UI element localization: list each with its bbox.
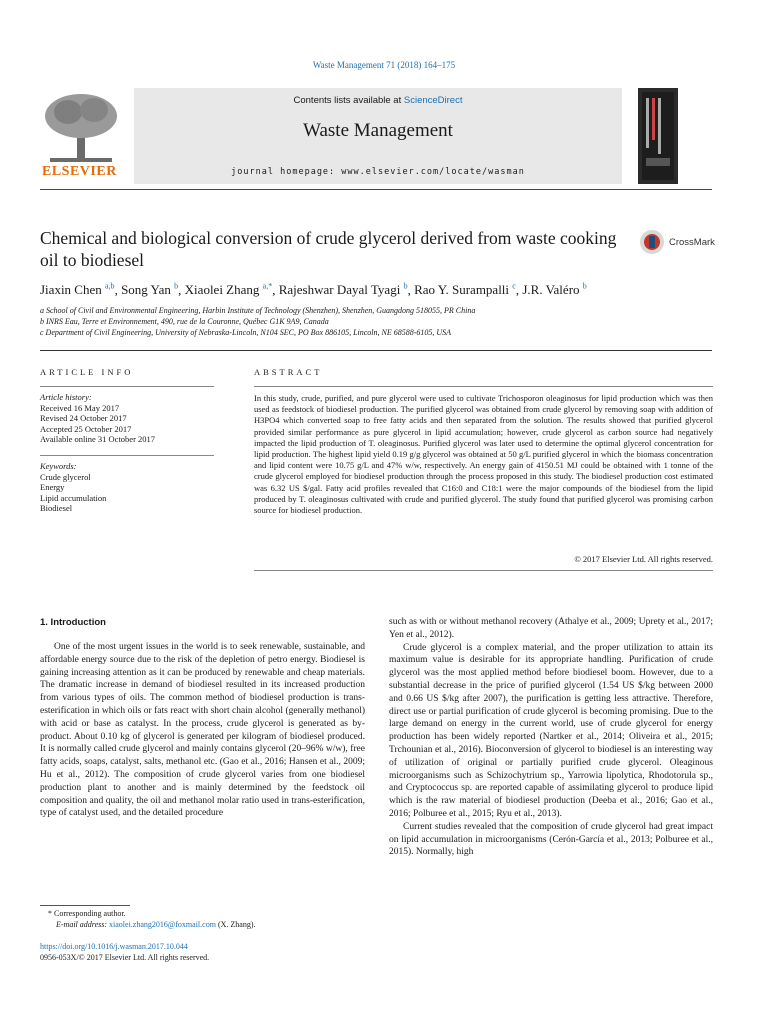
article-title: Chemical and biological conversion of crude glycerol derived from waste cooking oil to biodiesel — [40, 228, 617, 270]
article-info-heading: ARTICLE INFO — [40, 367, 134, 377]
abstract-text: In this study, crude, purified, and pure glycerol were used to cultivate Trichosporon oleaginosus for lipid production which was then used as feedstock of biodiesel production. The purified glycerol was obtained from crude glycerol by removing soap with addition of H3PO4 which converted soap to free fatty acids and then separated from the solution. The results showed that purified glycerol provided similar performance as pure glycerol in lipid accumulation; however, crude glycerol as carbon source had negatively impacted the lipid production of T. oleaginosus. Purified glycerol was later used to determine the optimal glycerol concentration for lipid production. The highest lipid yield 0.19 g/g glycerol was obtained at 50 g/L purified glycerol in which the biomass concentration and lipid content were 10.75 g/L and 47% w/w, respectively. An energy gain of 4150.51 MJ could be obtained with 1 tonne of the crude glycerol employed for biodiesel production through the process proposed in this study. The biodiesel production cost estimated was 6.32 US $/gal. Fatty acid profiles revealed that C16:0 and C18:1 were the major compounds of the biodiesel from the lipid produced by T. oleaginosus cultivated with crude and purified glycerol. The study found that purified glycerol was promising carbon source for biodiesel production. — [254, 393, 713, 516]
paragraph: such as with or without methanol recovery (Athalye et al., 2009; Uprety et al., 2017; Yen et al., 2012). — [389, 617, 713, 640]
affiliation: c Department of Civil Engineering, University of Nebraska-Lincoln, N104 SEC, PO Box 886105, Lincoln, NE 68588-6105, USA — [40, 328, 452, 337]
footnote-rule — [40, 905, 130, 906]
journal-homepage[interactable]: journal homepage: www.elsevier.com/locate/wasman — [231, 167, 525, 177]
keywords-label: Keywords: — [40, 461, 77, 471]
keywords — [40, 461, 215, 514]
footnotes — [40, 908, 255, 930]
doi-block — [40, 941, 209, 963]
left-column — [40, 641, 365, 820]
keyword: Lipid accumulation — [40, 492, 107, 503]
crossmark-label: CrossMark — [669, 236, 715, 248]
author[interactable]: J.R. Valéro $^b$ — [522, 282, 587, 298]
cover-icon — [638, 88, 678, 184]
right-column — [389, 616, 713, 859]
history-item: Available online 31 October 2017 — [40, 434, 156, 444]
abstract-heading: ABSTRACT — [254, 367, 323, 377]
journal-cover-thumbnail — [638, 88, 678, 184]
keyword: Energy — [40, 482, 65, 492]
paragraph: Crude glycerol is a complex material, and the proper utilization to attain its maximum value is desirable for its appropriate handling. Purification of crude glycerol was the most applied method before biodiesel boom. However, due to a substantial decrease in the price of purified glycerol (1.54 US $/kg between 2000 and 0.66 US $/kg after 2007), the purification is getting less attractive. Therefore, direct use or partial purification of crude glycerol is becoming promising. Due to the large demand on energy in the current world, use of crude glycerol for energy production has been widely reported (Nartker et al., 2014; Oliveira et al., 2015; Trchounian et al., 2016). Bioconversion of glycerol to biodiesel is an interesting way of utilization of original or partially purified crude glycerol. Oleaginous microorganisms such as Schizochytrium sp., Yarrowia lipolytica, Rhodotorula sp., and Cryptococcus sp. are reported capable of assimilating glycerol to produce lipid which is the raw material of biodiesel production (Deeba et al., 2016; Gao et al., 2016; Polburee et al., 2015; Ryu et al., 2013). — [389, 642, 713, 819]
journal-title: Waste Management — [303, 120, 453, 141]
history-item: Received 16 May 2017 — [40, 402, 120, 413]
contents-prefix: Contents lists available at — [293, 95, 404, 106]
sciencedirect-link[interactable]: ScienceDirect — [403, 95, 463, 106]
history-item: Accepted 25 October 2017 — [40, 423, 132, 434]
email-link[interactable]: xiaolei.zhang2016@foxmail.com — [109, 920, 216, 929]
divider — [40, 386, 214, 387]
issn-line: 0956-053X/© 2017 Elsevier Ltd. All rights reserved. — [40, 953, 210, 962]
paragraph: One of the most urgent issues in the world is to seek renewable, sustainable, and affordable energy source due to the risk of the depletion of petro energy. Biodiesel is gaining increasing attention as it can be produced by renewable and cheap materials. The dramatic increase in demand of biodiesel resulted in its increased production from various types of oils. The common method of biodiesel production is trans-esterification in which oils or fats react with short chain alcohol (generally methanol) with acid or base as catalyst. In the process, crude glycerol is generated as by-product. About 0.10 kg of glycerol is generated per kilogram of biodiesel produced. It is normally called crude glycerol and mainly contains glycerol (20–96% w/w), free fatty acids, soaps, catalyst, salts, methanol etc. (Gao et al., 2016; Hansen et al., 2009; Hu et al., 2012). The composition of crude glycerol varies from one biodiesel production plant to another and is mainly determined by the feedstock oil composition and quality, the oil and methanol molar ratio used in trans-esterification, type of catalyst used, and the detailed procedure — [40, 642, 365, 819]
corresponding-author-note: * Corresponding author. — [48, 909, 126, 918]
author[interactable]: Jiaxin Chen $^{a,b}$ — [40, 282, 115, 298]
email-note: E-mail address: xiaolei.zhang2016@foxmail.com (X. Zhang). — [56, 920, 256, 929]
history-item: Revised 24 October 2017 — [40, 413, 127, 423]
author[interactable]: Xiaolei Zhang $^{a,*}$ — [184, 282, 273, 298]
article-history — [40, 392, 215, 445]
affiliation: b INRS Eau, Terre et Environnement, 490, rue de la Couronne, Québec G1K 9A9, Canada — [40, 317, 329, 326]
keyword: Biodiesel — [40, 503, 73, 513]
paragraph: Current studies revealed that the composition of crude glycerol had great impact on lipid accumulation in microorganisms (Cerón-García et al., 2013; Polburee et al., 2015). Normally, high — [389, 821, 713, 858]
crossmark-button[interactable] — [639, 229, 715, 255]
divider — [40, 455, 214, 456]
history-label: Article history: — [40, 392, 92, 402]
section-heading: 1. Introduction — [40, 617, 106, 628]
publisher-logo-text: ELSEVIER — [42, 164, 117, 179]
affiliation: a School of Civil and Environmental Engineering, Harbin Institute of Technology (Shenzhen), Shenzhen, Guangdong 518055, PR China — [40, 306, 476, 315]
header-rule — [40, 189, 712, 190]
author[interactable]: Rajeshwar Dayal Tyagi $^b$ — [278, 282, 408, 298]
crossmark-icon — [639, 229, 665, 255]
keyword: Crude glycerol — [40, 471, 91, 482]
divider — [254, 386, 713, 387]
journal-reference[interactable]: Waste Management 71 (2018) 164–175 — [312, 60, 456, 70]
copyright-notice: © 2017 Elsevier Ltd. All rights reserved. — [574, 554, 713, 564]
tree-icon — [40, 92, 122, 164]
elsevier-logo — [40, 92, 122, 184]
divider — [254, 570, 713, 571]
author-list: Jiaxin Chen $^{a,b}$, Song Yan $^b$, Xiaolei Zhang $^{a,*}$, Rajeshwar Dayal Tyagi $^b$, Rao Y. Surampalli $^c$, J.R. Valéro $^b$ — [40, 282, 587, 298]
author[interactable]: Rao Y. Surampalli $^c$ — [414, 282, 516, 298]
contents-line — [134, 95, 622, 106]
section-rule — [40, 350, 712, 351]
author[interactable]: Song Yan $^b$ — [121, 282, 179, 298]
doi-link[interactable]: https://doi.org/10.1016/j.wasman.2017.10.044 — [40, 942, 188, 951]
